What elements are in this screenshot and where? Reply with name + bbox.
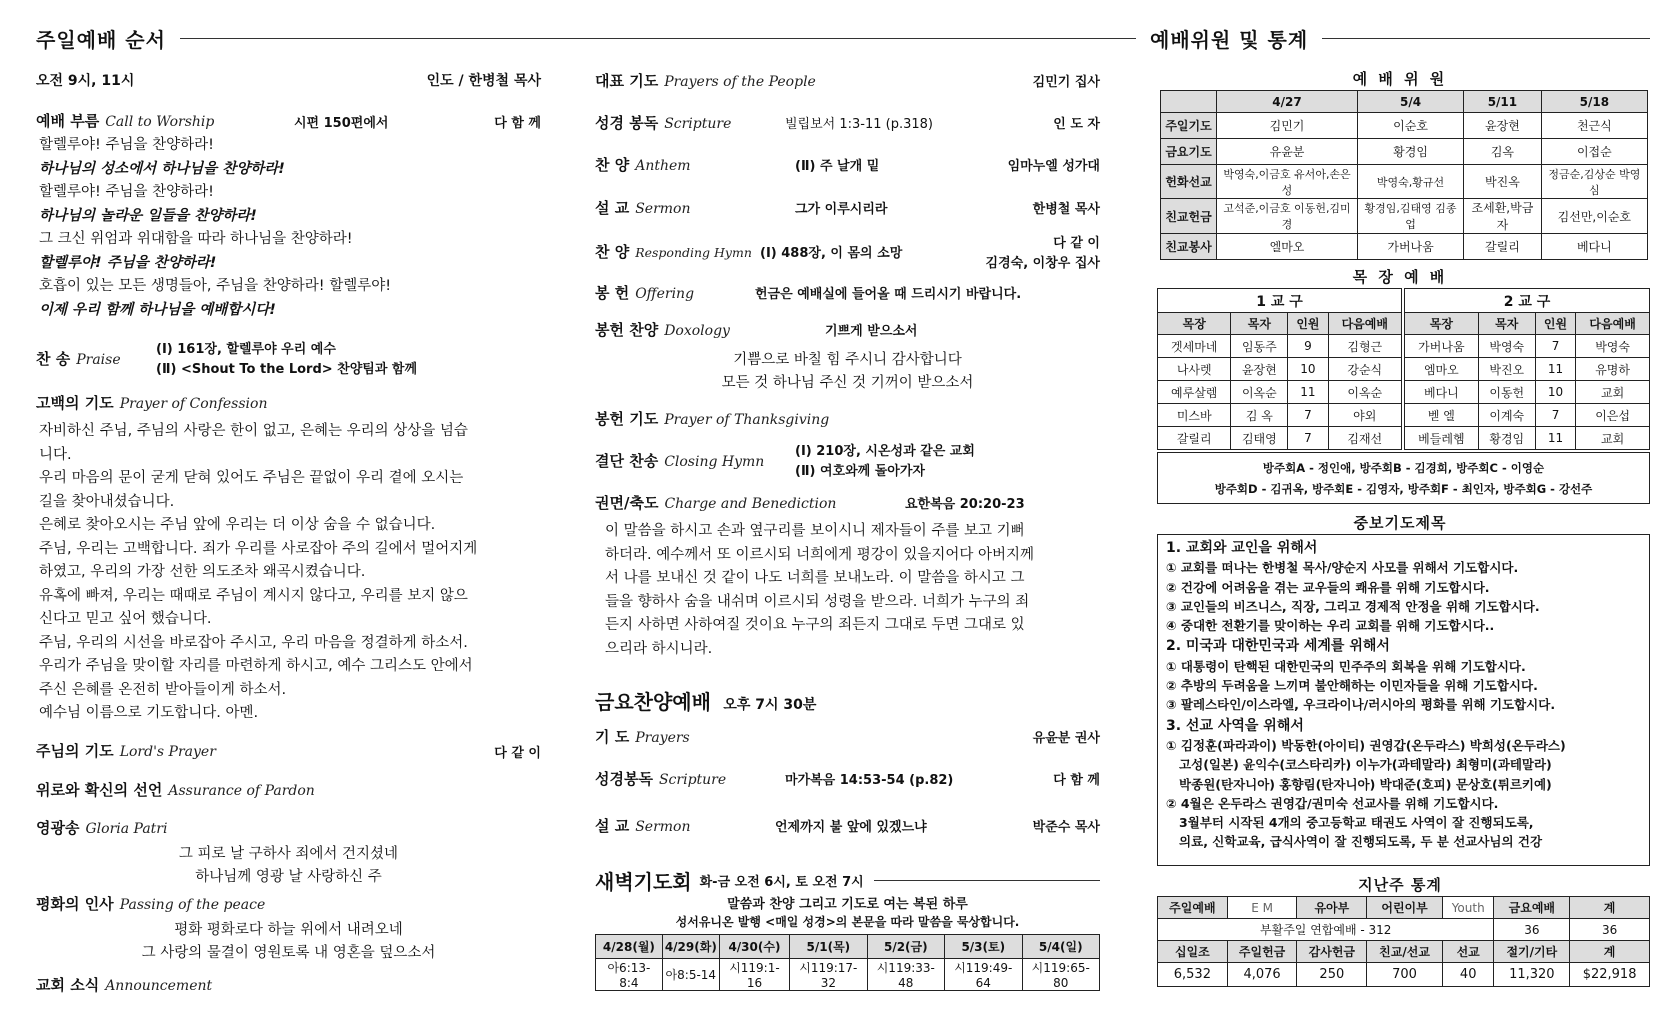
- committee-cell: 윤장현: [1464, 113, 1542, 139]
- scripture-who: 인 도 자: [1053, 117, 1100, 132]
- inter-item: 고성(일본) 윤익수(코스타리카) 이누가(과테말라) 최형미(과테말라): [1166, 757, 1552, 773]
- friday-sermon-row: [595, 815, 691, 836]
- mok-cell: 임동주: [1231, 335, 1288, 358]
- bangju-box: [1157, 452, 1650, 504]
- mokjang-title: 목 장 예 배: [1352, 268, 1448, 286]
- confession-line: 유혹에 빠져, 우리는 때때로 주님이 계시지 않다고, 우리를 보지 않으: [39, 587, 468, 604]
- group-1-label: 1 교 구: [1158, 289, 1402, 313]
- mok-cell: 김 옥: [1231, 404, 1288, 427]
- committee-cell: 천근식: [1541, 113, 1647, 139]
- mok-cell: 김형근: [1328, 335, 1401, 358]
- confession-line: 주님, 우리는 고백합니다. 죄가 우리를 사로잡아 주의 길에서 멀어지게: [39, 540, 478, 557]
- dawn-rule: [874, 880, 1100, 881]
- inter-heading: 1. 교회와 교인을 위해서: [1166, 540, 1318, 556]
- praise-label: 찬 송: [36, 350, 71, 368]
- f-scripture-label: 성경봉독: [595, 770, 653, 788]
- offering-row: [595, 282, 694, 303]
- inter-item: ② 4월은 온두라스 권영갑/권미숙 선교사를 위해 기도합시다.: [1166, 795, 1499, 811]
- confession-line: 주님, 우리의 시선을 바로잡아 주시고, 우리 마음을 정결하게 하소서.: [39, 634, 468, 651]
- mok-cell: 교회: [1576, 381, 1650, 404]
- f-sermon-label: 설 교: [595, 817, 630, 835]
- mok-cell: 갈릴리: [1158, 427, 1231, 450]
- friday-service-header: [595, 686, 816, 715]
- dawn-ref: 시119:1-16: [719, 959, 789, 991]
- call-line: 이제 우리 함께 하나님을 예배합시다!: [39, 301, 276, 318]
- committee-date: 5/4: [1358, 91, 1464, 113]
- dawn-ref: 시119:33-48: [867, 959, 944, 991]
- f-scripture-ref: 마가복음 14:53-54 (p.82): [785, 773, 954, 788]
- committee-cell: 김민기: [1217, 113, 1358, 139]
- dawn-schedule-table: [595, 934, 1100, 991]
- mok-cell: 10: [1288, 358, 1328, 381]
- f-scripture-who: 다 함 께: [1053, 773, 1100, 788]
- mok-cell: 11: [1288, 381, 1328, 404]
- stats-header: E M: [1227, 897, 1297, 919]
- dawn-ref: 시119:49-64: [945, 959, 1022, 991]
- call-responsive-reading: [39, 134, 391, 322]
- gloria-row: [36, 817, 167, 838]
- committee-role: 헌화선교: [1161, 165, 1217, 199]
- inter-item: ② 추방의 두려움을 느끼며 불안해하는 이민자들을 위해 기도합시다.: [1166, 678, 1538, 694]
- mok-cell: 7: [1288, 427, 1328, 450]
- committee-cell: 조세환,박금자: [1464, 199, 1542, 234]
- offering-label: 봉 헌: [595, 284, 630, 302]
- stats-cell: 4,076: [1227, 963, 1297, 987]
- rep-prayer-row: [595, 70, 816, 91]
- stats-title: 지난주 통계: [1358, 876, 1442, 894]
- stats-cell: 40: [1442, 963, 1494, 987]
- committee-corner: [1161, 91, 1217, 113]
- header-rule: [180, 38, 1136, 39]
- bene-line: 서 나를 보내신 것 같이 나도 너희를 보내노라. 이 말씀을 하시고 그: [605, 570, 1025, 586]
- dawn-day: 4/29(화): [662, 935, 719, 959]
- bangju-line-2: 방주회D - 김귀옥, 방주회E - 김영자, 방주회F - 최인자, 방주회G - 강선주: [1214, 482, 1593, 496]
- f-sermon-who: 박준수 목사: [1032, 820, 1100, 835]
- committee-cell: 엘마오: [1217, 234, 1358, 260]
- thanks-en: Prayer of Thanksgiving: [664, 412, 830, 428]
- mok-cell: 벧 엘: [1405, 404, 1479, 427]
- dawn-day: 5/3(토): [945, 935, 1022, 959]
- mok-cell: 김재선: [1328, 427, 1401, 450]
- lords-who: 다 같 이: [494, 746, 541, 761]
- gloria-line-2: 하나님께 영광 날 사랑하신 주: [195, 869, 382, 885]
- call-line: 할렐루야! 주님을 찬양하라!: [39, 184, 214, 200]
- mok-cell: 7: [1288, 404, 1328, 427]
- stats-header: 십일조: [1158, 941, 1228, 963]
- dawn-title: 새벽기도회: [595, 870, 692, 894]
- dawn-prayer-header: [595, 866, 1100, 895]
- mok-cell: 박영숙: [1478, 335, 1535, 358]
- committee-cell: 이접순: [1541, 139, 1647, 165]
- mok-cell: 이계숙: [1478, 404, 1535, 427]
- resp-title: (Ⅰ) 488장, 이 몸의 소망: [760, 246, 903, 261]
- sermon-row: [595, 197, 691, 218]
- confession-en: Prayer of Confession: [119, 396, 268, 412]
- bene-line: 들을 향하사 숨을 내쉬며 이르시되 성령을 받으라. 너희가 누구의 죄: [605, 593, 1030, 610]
- stats-header: 선교: [1442, 941, 1494, 963]
- service-leader: 인도 / 한병철 목사: [426, 73, 541, 89]
- mok-cell: 강순식: [1328, 358, 1401, 381]
- stats-header: 계: [1570, 941, 1650, 963]
- scripture-ref: 빌립보서 1:3-11 (p.318): [785, 117, 933, 132]
- header-rule: [1322, 38, 1650, 39]
- section-header-committee: [1150, 24, 1650, 53]
- inter-item: ① 교회를 떠나는 한병철 목사/양순지 사모를 위해서 기도합시다.: [1166, 560, 1519, 576]
- gloria-line-1: 그 피로 날 구하사 죄에서 건지셨네: [178, 846, 399, 862]
- mok-cell: 예루살렘: [1158, 381, 1231, 404]
- lords-prayer-row: [36, 740, 216, 761]
- bene-en: Charge and Benediction: [664, 496, 837, 512]
- committee-cell: 박영숙,이금호 유서아,손은성: [1217, 165, 1358, 199]
- stats-cell: 11,320: [1494, 963, 1570, 987]
- dawn-sub-2: 성서유니온 발행 <매일 성경>의 본문을 따라 말씀을 묵상합니다.: [675, 915, 1020, 929]
- closing-hymn-2: (Ⅱ) 여호와께 돌아가자: [795, 464, 925, 479]
- dawn-ref: 아6:13-8:4: [596, 959, 663, 991]
- stats-header: 주일예배: [1158, 897, 1228, 919]
- closing-label: 결단 찬송: [595, 452, 659, 470]
- f-prayer-label: 기 도: [595, 728, 630, 746]
- closing-en: Closing Hymn: [664, 454, 765, 470]
- resp-en: Responding Hymn: [635, 245, 752, 260]
- bene-ref: 요한복음 20:20-23: [905, 497, 1025, 512]
- committee-date: 4/27: [1217, 91, 1358, 113]
- doxology-en: Doxology: [664, 323, 730, 339]
- stats-header: 유아부: [1297, 897, 1367, 919]
- confession-prayer-text: [39, 420, 539, 726]
- stats-cell: 6,532: [1158, 963, 1228, 987]
- peace-en: Passing of the peace: [119, 897, 266, 913]
- lords-label: 주님의 기도: [36, 742, 114, 760]
- mok-header: 목자: [1478, 313, 1535, 335]
- committee-role: 금요기도: [1161, 139, 1217, 165]
- confession-label: 고백의 기도: [36, 394, 114, 412]
- bene-line: 으리라 하시니라.: [605, 640, 713, 657]
- resp-who-2: 김경숙, 이창우 집사: [985, 256, 1100, 271]
- stats-header: 금요예배: [1494, 897, 1570, 919]
- call-line: 하나님의 성소에서 하나님을 찬양하라!: [39, 160, 285, 177]
- dawn-ref: 시119:17-32: [790, 959, 867, 991]
- mok-cell: 교회: [1576, 427, 1650, 450]
- offering-note: 헌금은 예배실에 들어올 때 드리시기 바랍니다.: [755, 287, 1022, 302]
- announce-en: Announcement: [105, 978, 213, 994]
- call-ref: 시편 150편에서: [294, 116, 389, 131]
- mok-header: 인원: [1535, 313, 1575, 335]
- stats-header: 어린이부: [1367, 897, 1443, 919]
- peace-line-2: 그 사랑의 물결이 영원토록 내 영혼을 덮으소서: [141, 945, 436, 961]
- call-line: 그 크신 위엄과 위대함을 따라 하나님을 찬양하라!: [39, 231, 353, 247]
- confession-line: 주신 은혜를 온전히 받아들이게 하소서.: [39, 681, 287, 698]
- call-en: Call to Worship: [105, 114, 215, 130]
- closing-hymn-row: [595, 450, 764, 471]
- inter-item: ① 김정훈(파라과이) 박동한(아이티) 권영갑(온두라스) 박희성(온두라스): [1166, 737, 1566, 753]
- committee-cell: 가버나움: [1358, 234, 1464, 260]
- call-label: 예배 부름: [36, 112, 100, 130]
- sermon-en: Sermon: [635, 201, 691, 217]
- stats-header: 친교/선교: [1367, 941, 1443, 963]
- stats-header: 주일헌금: [1227, 941, 1297, 963]
- stats-header: 감사헌금: [1297, 941, 1367, 963]
- mok-cell: 윤장현: [1231, 358, 1288, 381]
- confession-line: 우리가 주님을 맞이할 자리를 마련하게 하시고, 예수 그리스도 안에서: [39, 658, 473, 674]
- mok-cell: 베다니: [1405, 381, 1479, 404]
- mok-cell: 이옥순: [1231, 381, 1288, 404]
- inter-heading: 3. 선교 사역을 위해서: [1166, 717, 1304, 734]
- intercession-title: 중보기도제목: [1353, 514, 1447, 532]
- anthem-en: Anthem: [635, 158, 691, 174]
- doxology-line-2: 모든 것 하나님 주신 것 기꺼이 받으소서: [721, 375, 974, 391]
- anthem-who: 임마누엘 성가대: [1007, 159, 1100, 174]
- committee-role: 친교헌금: [1161, 199, 1217, 234]
- anthem-title: (Ⅱ) 주 날개 밑: [795, 159, 880, 174]
- mok-cell: 엠마오: [1405, 358, 1479, 381]
- responding-hymn-row: [595, 241, 752, 262]
- peace-label: 평화의 인사: [36, 895, 114, 913]
- mok-cell: 7: [1535, 404, 1575, 427]
- inter-item: 박종원(탄자니아) 홍향림(탄자니아) 박대준(호피) 문상호(튀르키예): [1166, 776, 1552, 792]
- mok-cell: 김태영: [1231, 427, 1288, 450]
- committee-cell: 황경임: [1358, 139, 1464, 165]
- dawn-day: 4/30(수): [719, 935, 789, 959]
- scripture-row: [595, 112, 731, 133]
- committee-cell: 베다니: [1541, 234, 1647, 260]
- friday-time: 오후 7시 30분: [723, 697, 817, 713]
- dawn-time: 화-금 오전 6시, 토 오전 7시: [699, 875, 864, 890]
- resp-label: 찬 양: [595, 243, 630, 261]
- call-line: 하나님의 놀라운 일들을 찬양하라!: [39, 207, 257, 224]
- committee-table: [1160, 90, 1648, 260]
- bangju-line-1: 방주회A - 정인애, 방주회B - 김경희, 방주회C - 이영순: [1262, 461, 1545, 475]
- inter-item: 의료, 신학교육, 급식사역이 잘 진행되도록, 두 분 선교사님의 건강: [1166, 834, 1543, 850]
- confession-row: [36, 392, 267, 413]
- mok-cell: 유명하: [1576, 358, 1650, 381]
- service-time: 오전 9시, 11시: [36, 73, 135, 89]
- committee-cell: 이순호: [1358, 113, 1464, 139]
- mok-cell: 황경임: [1478, 427, 1535, 450]
- thanks-label: 봉헌 기도: [595, 410, 659, 428]
- confession-line: 우리 마음의 문이 굳게 닫혀 있어도 주님은 끝없이 우리 곁에 오시는: [39, 470, 464, 486]
- praise-hymn-2: (Ⅱ) <Shout To the Lord> 찬양팀과 함께: [156, 362, 418, 377]
- mok-cell: 가버나움: [1405, 335, 1479, 358]
- mok-cell: 미스바: [1158, 404, 1231, 427]
- mok-header: 목장: [1405, 313, 1479, 335]
- peace-row: [36, 893, 265, 914]
- confession-line: 은혜로 찾아오시는 주님 앞에 우리는 더 이상 숨을 수 없습니다.: [39, 517, 436, 533]
- f-sermon-title: 언제까지 불 앞에 있겠느냐: [775, 820, 927, 835]
- mok-header: 다음예배: [1328, 313, 1401, 335]
- confession-line: 길을 찾아내셨습니다.: [39, 493, 175, 510]
- inter-item: ② 건강에 어려움을 겪는 교우들의 쾌유를 위해 기도합시다.: [1166, 579, 1490, 595]
- bene-label: 권면/축도: [595, 494, 659, 512]
- f-scripture-en: Scripture: [658, 772, 727, 788]
- friday-scripture-row: [595, 768, 726, 789]
- lords-en: Lord's Prayer: [119, 744, 216, 760]
- doxology-title: 기쁘게 받으소서: [825, 324, 918, 339]
- rep-prayer-who: 김민기 집사: [1032, 75, 1100, 90]
- mok-cell: 박진오: [1478, 358, 1535, 381]
- assurance-row: [36, 779, 315, 800]
- committee-date: 5/18: [1541, 91, 1647, 113]
- sermon-who: 한병철 목사: [1032, 202, 1100, 217]
- doxology-label: 봉헌 찬양: [595, 321, 659, 339]
- inter-item: ③ 팔레스타인/이스라엘, 우크라이나/러시아의 평화를 위해 기도합시다.: [1166, 697, 1556, 713]
- dawn-sub-1: 말씀과 찬양 그리고 기도로 여는 복된 하루: [727, 897, 968, 912]
- mok-cell: 9: [1288, 335, 1328, 358]
- praise-row: [36, 348, 121, 369]
- offering-en: Offering: [635, 286, 695, 302]
- mok-header: 목장: [1158, 313, 1231, 335]
- peace-line-1: 평화 평화로다 하늘 위에서 내려오네: [174, 922, 403, 938]
- dawn-ref: 시119:65-80: [1022, 959, 1100, 991]
- resp-who-1: 다 같 이: [1053, 236, 1100, 251]
- mokjang-group-2-table: [1404, 288, 1650, 450]
- rep-prayer-label: 대표 기도: [595, 72, 659, 90]
- committee-cell: 유윤분: [1217, 139, 1358, 165]
- mok-cell: 베들레헴: [1405, 427, 1479, 450]
- scripture-en: Scripture: [664, 116, 732, 132]
- inter-item: ③ 교인들의 비즈니스, 직장, 그리고 경제적 안정을 위해 기도합시다.: [1166, 598, 1540, 614]
- committee-cell: 정금순,김상순 박영심: [1541, 165, 1647, 199]
- friday-prayer-row: [595, 726, 690, 747]
- stats-cell: 250: [1297, 963, 1367, 987]
- mok-cell: 이은섭: [1576, 404, 1650, 427]
- doxology-line-1: 기쁨으로 바칠 힘 주시니 감사합니다: [733, 352, 962, 368]
- committee-cell: 박진옥: [1464, 165, 1542, 199]
- mok-cell: 나사렛: [1158, 358, 1231, 381]
- inter-item: ① 대통령이 탄핵된 대한민국의 민주주의 회복을 위해 기도합시다.: [1166, 658, 1526, 674]
- anthem-label: 찬 양: [595, 156, 630, 174]
- mok-header: 다음예배: [1576, 313, 1650, 335]
- f-prayer-who: 유윤분 권사: [1032, 731, 1100, 746]
- committee-role: 주일기도: [1161, 113, 1217, 139]
- inter-heading: 2. 미국과 대한민국과 세계를 위해서: [1166, 638, 1390, 655]
- confession-line: 신다고 믿고 싶어 했습니다.: [39, 611, 212, 627]
- rep-prayer-en: Prayers of the People: [664, 74, 816, 90]
- f-sermon-en: Sermon: [635, 819, 691, 835]
- call-line: 할렐루야! 주님을 찬양하라!: [39, 137, 214, 153]
- stats-header: Youth: [1442, 897, 1494, 919]
- call-who: 다 함 께: [494, 116, 541, 131]
- committee-cell: 황경임,김태영 김종업: [1358, 199, 1464, 234]
- announcement-row: [36, 974, 212, 995]
- praise-hymn-1: (Ⅰ) 161장, 할렐루야 우리 예수: [156, 342, 336, 357]
- gloria-label: 영광송: [36, 819, 80, 837]
- confession-line: 예수님 이름으로 기도합니다. 아멘.: [39, 705, 259, 721]
- bene-line: 든지 사하면 사하여질 것이요 누구의 죄든지 그대로 두면 그대로 있: [605, 617, 1025, 633]
- dawn-day: 5/4(일): [1022, 935, 1100, 959]
- anthem-row: [595, 154, 691, 175]
- mok-cell: 이동헌: [1478, 381, 1535, 404]
- section-title-committee: 예배위원 및 통계: [1150, 28, 1309, 52]
- dawn-day: 5/1(목): [790, 935, 867, 959]
- stats-cell: $22,918: [1570, 963, 1650, 987]
- benediction-text: [605, 520, 1100, 661]
- mok-cell: 겟세마네: [1158, 335, 1231, 358]
- committee-cell: 고석준,이금호 이동헌,김미경: [1217, 199, 1358, 234]
- stats-table: [1157, 896, 1650, 987]
- closing-hymn-1: (Ⅰ) 210장, 시온성과 같은 교회: [795, 444, 975, 459]
- committee-cell: 김옥: [1464, 139, 1542, 165]
- dawn-ref: 아8:5-14: [662, 959, 719, 991]
- stats-merged-cell: 부활주일 연합예배 - 312: [1158, 919, 1494, 941]
- stats-cell: 36: [1570, 919, 1650, 941]
- committee-cell: 박영숙,황규선: [1358, 165, 1464, 199]
- assurance-label: 위로와 확신의 선언: [36, 781, 163, 799]
- dawn-day: 5/2(금): [867, 935, 944, 959]
- section-header-worship: [36, 24, 1136, 53]
- call-line: 할렐루야! 주님을 찬양하라!: [39, 254, 217, 271]
- inter-item: 3월부터 시작된 4개의 중고등학교 태권도 사역이 잘 진행되도록,: [1166, 815, 1534, 831]
- committee-title: 예 배 위 원: [1352, 70, 1448, 88]
- mok-cell: 7: [1535, 335, 1575, 358]
- mok-cell: 박영숙: [1576, 335, 1650, 358]
- group-2-label: 2 교 구: [1405, 289, 1650, 313]
- benediction-row: [595, 492, 836, 513]
- announce-label: 교회 소식: [36, 976, 100, 994]
- gloria-en: Gloria Patri: [85, 821, 168, 837]
- friday-title: 금요찬양예배: [595, 690, 711, 714]
- committee-role: 친교봉사: [1161, 234, 1217, 260]
- confession-line: 하였고, 우리의 가장 선한 의도조차 왜곡시켰습니다.: [39, 564, 366, 580]
- thanksgiving-row: [595, 408, 829, 429]
- stats-cell: 36: [1494, 919, 1570, 941]
- stats-cell: 700: [1367, 963, 1443, 987]
- stats-header: 절기/기타: [1494, 941, 1570, 963]
- confession-line: 자비하신 주님, 주님의 사랑은 한이 없고, 은혜는 우리의 상상을 넘습: [39, 423, 468, 439]
- assurance-en: Assurance of Pardon: [168, 783, 315, 799]
- committee-date: 5/11: [1464, 91, 1542, 113]
- section-title-worship: 주일예배 순서: [36, 28, 166, 52]
- doxology-row: [595, 319, 730, 340]
- sermon-label: 설 교: [595, 199, 630, 217]
- committee-cell: 갈릴리: [1464, 234, 1542, 260]
- f-prayer-en: Prayers: [635, 730, 690, 746]
- committee-cell: 김선만,이순호: [1541, 199, 1647, 234]
- bene-line: 하더라. 예수께서 또 이르시되 너희에게 평강이 있을지어다 아버지께: [605, 546, 1035, 563]
- scripture-label: 성경 봉독: [595, 114, 659, 132]
- mok-cell: 10: [1535, 381, 1575, 404]
- mok-cell: 11: [1535, 358, 1575, 381]
- sermon-title: 그가 이루시리라: [795, 202, 888, 217]
- mok-header: 인원: [1288, 313, 1328, 335]
- praise-en: Praise: [76, 352, 121, 368]
- mok-header: 목자: [1231, 313, 1288, 335]
- call-to-worship-row: [36, 110, 214, 131]
- call-line: 호흡이 있는 모든 생명들아, 주님을 찬양하라! 할렐루야!: [39, 278, 392, 294]
- mok-cell: 야외: [1328, 404, 1401, 427]
- dawn-day: 4/28(월): [596, 935, 663, 959]
- bene-line: 이 말씀을 하시고 손과 옆구리를 보이시니 제자들이 주를 보고 기뻐: [605, 523, 1025, 539]
- inter-item: ④ 중대한 전환기를 맞이하는 우리 교회를 위해 기도합시다..: [1166, 618, 1495, 634]
- confession-line: 니다.: [39, 446, 72, 463]
- intercession-box: [1157, 534, 1650, 866]
- stats-header: 계: [1570, 897, 1650, 919]
- mok-cell: 이옥순: [1328, 381, 1401, 404]
- mokjang-group-1-table: [1157, 288, 1402, 450]
- mok-cell: 11: [1535, 427, 1575, 450]
